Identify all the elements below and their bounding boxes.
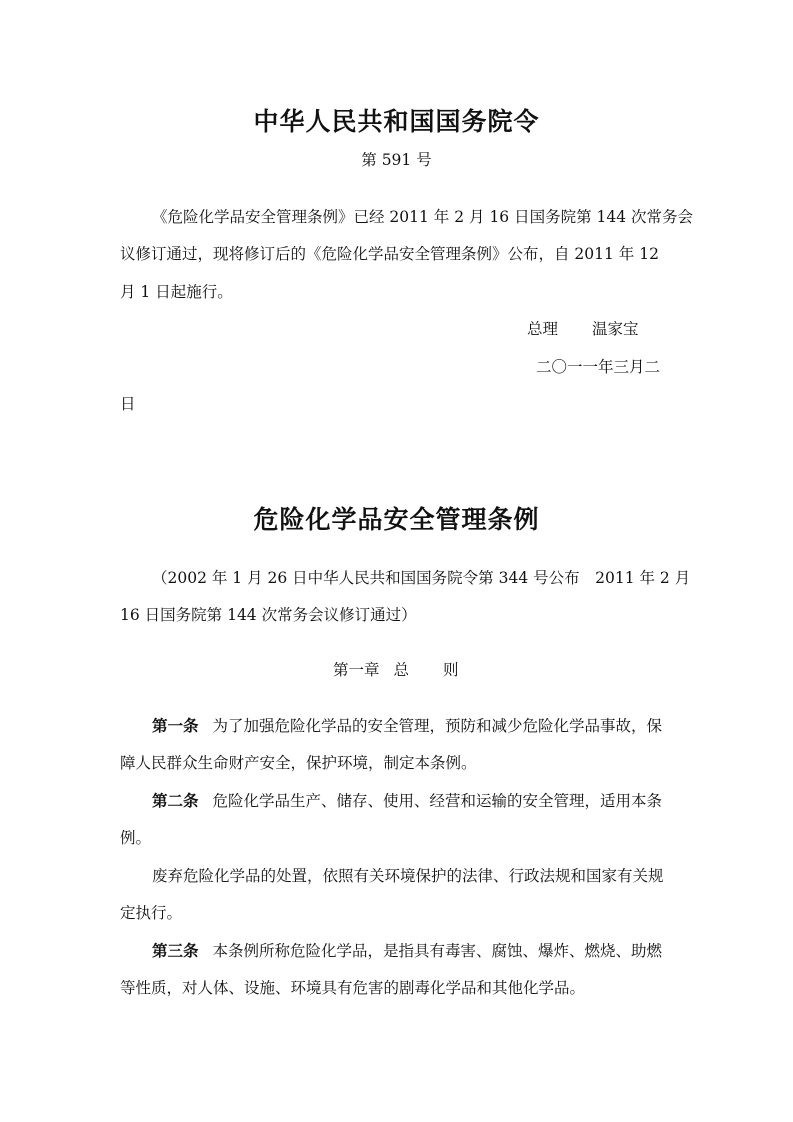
article-3-text-1: 本条例所称危险化学品，是指具有毒害、腐蚀、爆炸、燃烧、助燃 (212, 942, 663, 960)
article-1-line-1 (152, 714, 662, 736)
chapter-heading (333, 658, 459, 680)
article-2-line-2: 例。 (120, 829, 152, 847)
article-3-line-1 (152, 939, 662, 961)
order-date-line-1: 二〇一一年三月二 (536, 358, 661, 376)
order-body-line-3: 月 1 日起施行。 (120, 283, 233, 301)
article-3-line-2: 等性质，对人体、设施、环境具有危害的剧毒化学品和其他化学品。 (120, 979, 586, 997)
signature (527, 317, 639, 339)
chapter-word-2: 则 (443, 661, 459, 679)
regulation-note-line-1: （2002 年 1 月 26 日中华人民共和国国务院令第 344 号公布 2011 年 2 月 (152, 569, 691, 587)
signature-name: 温家宝 (592, 320, 639, 338)
regulation-title: 危险化学品安全管理条例 (253, 505, 540, 534)
order-body-line-1: 《危险化学品安全管理条例》已经 2011 年 2 月 16 日国务院第 144 次常务会 (152, 208, 694, 226)
article-2-para-2-line-1: 废弃危险化学品的处置，依照有关环境保护的法律、行政法规和国家有关规 (152, 867, 664, 885)
article-2-line-1 (152, 789, 662, 811)
chapter-prefix: 第一章 (333, 661, 380, 679)
article-2-text-1: 危险化学品生产、储存、使用、经营和运输的安全管理，适用本条 (212, 792, 663, 810)
order-title: 中华人民共和国国务院令 (253, 107, 540, 136)
article-1-text-1: 为了加强危险化学品的安全管理，预防和减少危险化学品事故，保 (212, 717, 663, 735)
article-1-label: 第一条 (152, 716, 199, 735)
regulation-note-line-2: 16 日国务院第 144 次常务会议修订通过） (120, 606, 417, 624)
order-date-line-2: 日 (120, 395, 136, 413)
article-2-label: 第二条 (152, 791, 199, 810)
chapter-word-1: 总 (393, 661, 410, 679)
article-3-label: 第三条 (152, 941, 199, 960)
order-number: 第 591 号 (361, 151, 432, 169)
signature-role: 总理 (527, 320, 559, 338)
order-body-line-2: 议修订通过，现将修订后的《危险化学品安全管理条例》公布，自 2011 年 12 (120, 245, 659, 263)
article-2-para-2-line-2: 定执行。 (120, 904, 183, 922)
article-1-line-2: 障人民群众生命财产安全，保护环境，制定本条例。 (120, 754, 477, 772)
